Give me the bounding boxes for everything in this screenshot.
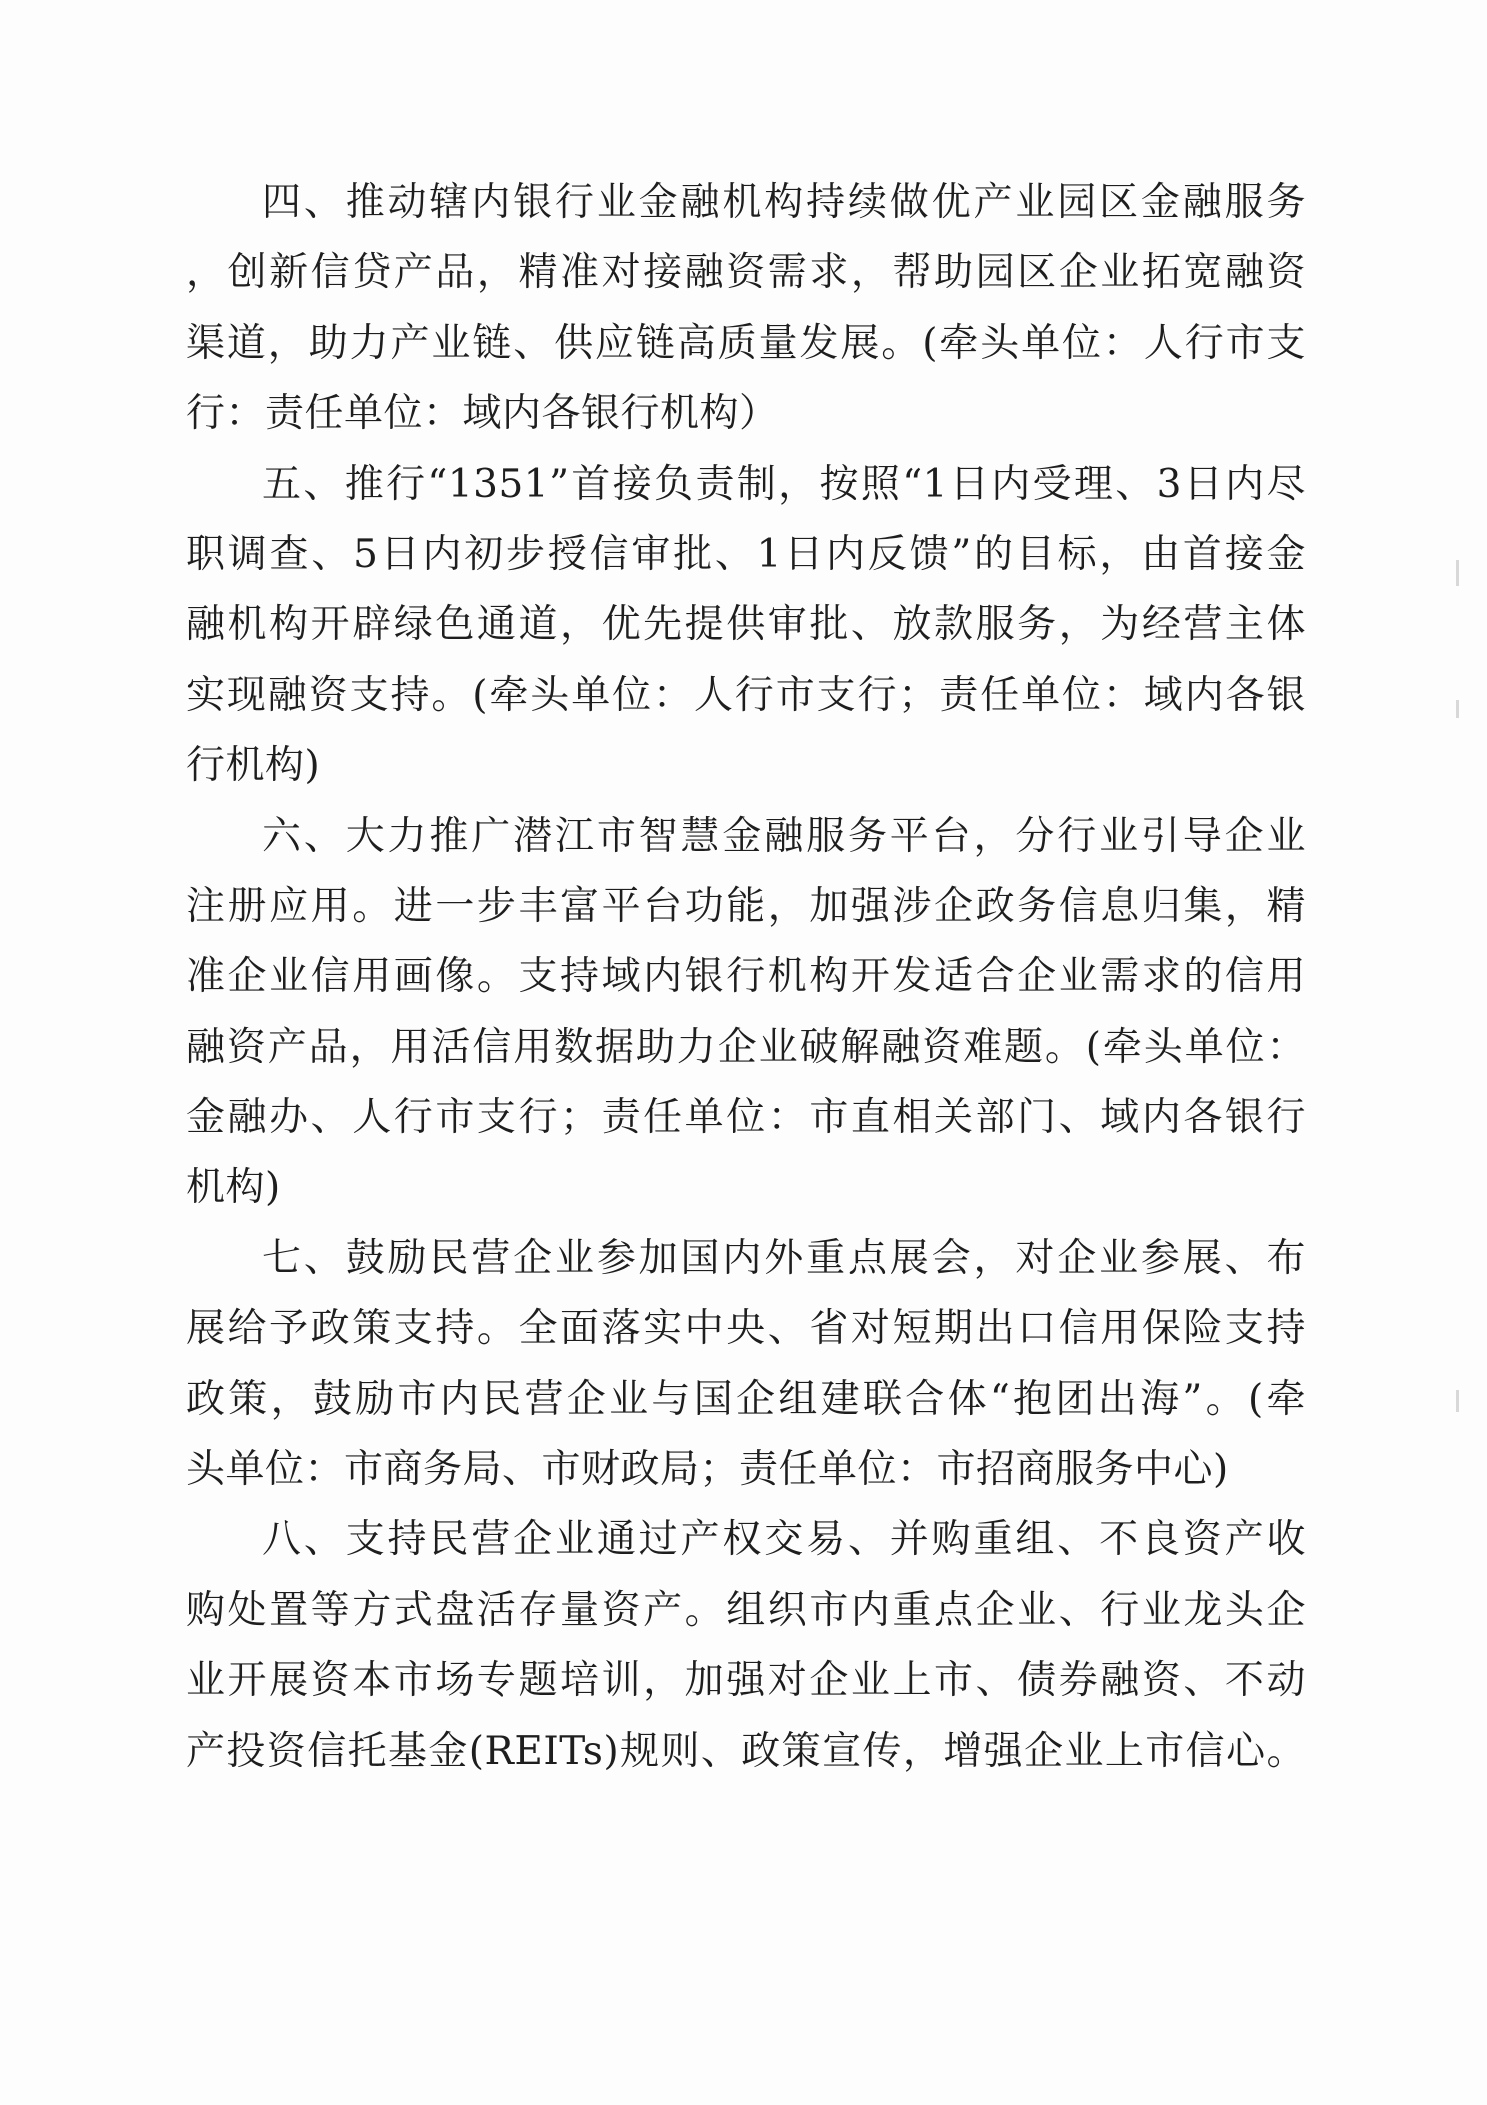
text-line: 职调查、5日内初步授信审批、1日内反馈”的目标，由首接金 bbox=[186, 531, 1306, 577]
scan-mark bbox=[1456, 560, 1459, 586]
text-line: 展给予政策支持。全面落实中央、省对短期出口信用保险支持 bbox=[186, 1306, 1306, 1352]
text-line: 融机构开辟绿色通道，优先提供审批、放款服务，为经营主体 bbox=[186, 602, 1306, 648]
text-line: 六、大力推广潜江市智慧金融服务平台，分行业引导企业 bbox=[262, 813, 1306, 859]
text-line: 头单位：市商务局、市财政局；责任单位：市招商服务中心) bbox=[186, 1447, 1229, 1493]
text-line: 产投资信托基金(REITs)规则、政策宣传，增强企业上市信心。 bbox=[186, 1728, 1306, 1774]
text-line: 五、推行“1351”首接负责制，按照“1日内受理、3日内尽 bbox=[262, 461, 1306, 507]
text-line: 政策，鼓励市内民营企业与国企组建联合体“抱团出海”。(牵 bbox=[186, 1376, 1306, 1422]
text-line: ，创新信贷产品，精准对接融资需求，帮助园区企业拓宽融资 bbox=[186, 250, 1306, 296]
text-line: 七、鼓励民营企业参加国内外重点展会，对企业参展、布 bbox=[262, 1235, 1306, 1281]
text-line: 准企业信用画像。支持域内银行机构开发适合企业需求的信用 bbox=[186, 954, 1306, 1000]
text-line: 渠道，助力产业链、供应链高质量发展。(牵头单位：人行市支 bbox=[186, 320, 1306, 366]
text-line: 实现融资支持。(牵头单位：人行市支行；责任单位：域内各银 bbox=[186, 672, 1306, 718]
text-line: 机构) bbox=[186, 1165, 281, 1211]
text-line: 行：责任单位：域内各银行机构） bbox=[186, 391, 779, 437]
text-line: 四、推动辖内银行业金融机构持续做优产业园区金融服务 bbox=[262, 180, 1306, 225]
scan-mark bbox=[1456, 700, 1459, 718]
scan-mark bbox=[1456, 1390, 1459, 1412]
text-line: 融资产品，用活信用数据助力企业破解融资难题。(牵头单位： bbox=[186, 1024, 1306, 1070]
text-line: 八、支持民营企业通过产权交易、并购重组、不良资产收 bbox=[262, 1517, 1306, 1563]
text-line: 行机构) bbox=[186, 743, 321, 789]
text-line: 业开展资本市场专题培训，加强对企业上市、债券融资、不动 bbox=[186, 1658, 1306, 1704]
document-body bbox=[186, 168, 1306, 1787]
text-line: 注册应用。进一步丰富平台功能，加强涉企政务信息归集，精 bbox=[186, 883, 1306, 929]
text-line: 购处置等方式盘活存量资产。组织市内重点企业、行业龙头企 bbox=[186, 1587, 1306, 1633]
text-line: 金融办、人行市支行；责任单位：市直相关部门、域内各银行 bbox=[186, 1095, 1306, 1141]
